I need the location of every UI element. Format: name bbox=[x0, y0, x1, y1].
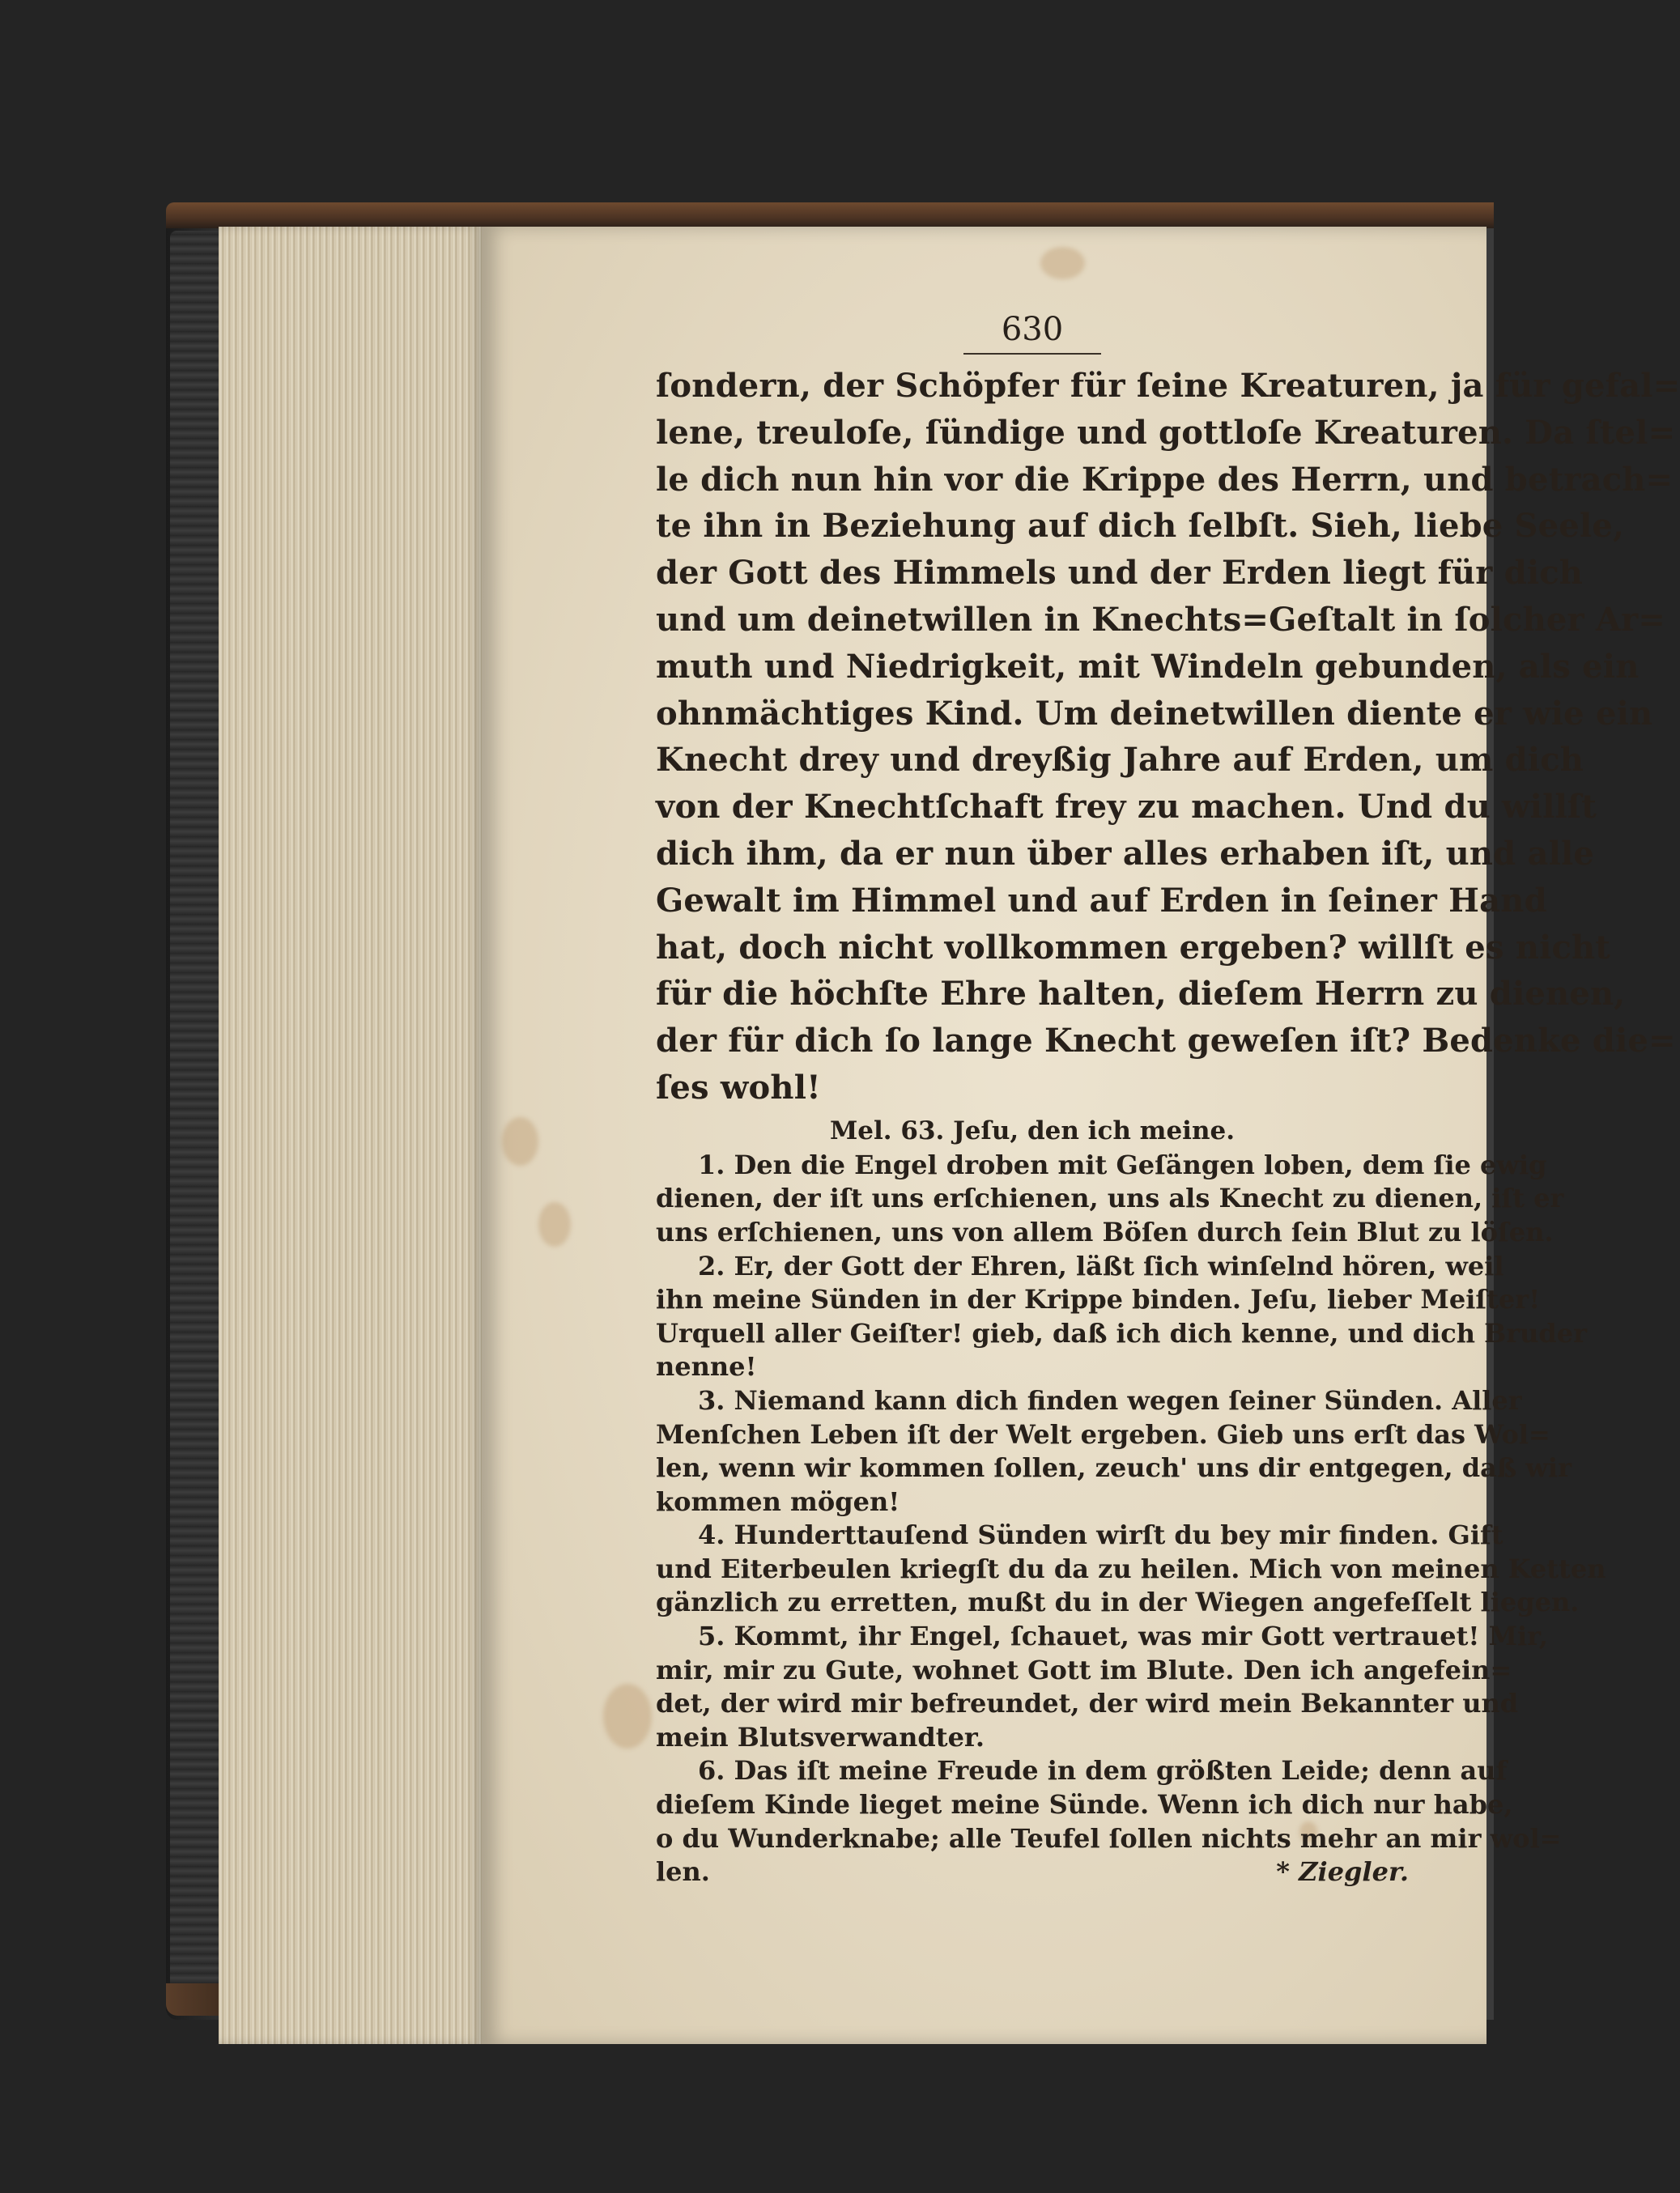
prose-line: und um deinetwillen in Knechts=Geſtalt in ſolcher Ar= bbox=[656, 600, 1666, 639]
prose-line: ſondern, der Schöpfer für ſeine Kreaturen, ja für gefal= bbox=[656, 367, 1680, 405]
hymn-line: uns erſchienen, uns von allem Böſen durch ſein Blut zu löſen. bbox=[656, 1216, 1554, 1247]
hymn-line: 1. Den die Engel droben mit Geſängen loben, dem ſie ewig bbox=[698, 1149, 1547, 1180]
page-number-rule bbox=[963, 353, 1101, 355]
hymn-line: 6. Das iſt meine Freude in dem größten Leide; denn auf bbox=[698, 1755, 1508, 1787]
hymn-line: kommen mögen! bbox=[656, 1485, 900, 1517]
hymn-line: 5. Kommt, ihr Engel, ſchauet, was mir Gott vertrauet! Mir, bbox=[698, 1621, 1548, 1652]
page-text bbox=[656, 309, 1680, 1889]
hymn-line: dienen, der iſt uns erſchienen, uns als Knecht zu dienen, iſt er bbox=[656, 1183, 1564, 1214]
prose-line: le dich nun hin vor die Krippe des Herrn, und betrach= bbox=[656, 460, 1674, 499]
hymn-block bbox=[656, 1149, 1606, 1855]
prose-block bbox=[656, 363, 1680, 1111]
prose-line: ſes wohl! bbox=[656, 1068, 821, 1107]
prose-line: der Gott des Himmels und der Erden liegt für dich bbox=[656, 554, 1584, 593]
hymn-line: o du Wunderknabe; alle Teufel ſollen nichts mehr an mir wol= bbox=[656, 1822, 1562, 1854]
hymn-line: nenne! bbox=[656, 1351, 757, 1383]
foxing-stain bbox=[603, 1684, 652, 1749]
hymn-line: 4. Hunderttauſend Sünden wirſt du bey mir finden. Gift bbox=[698, 1519, 1503, 1551]
hymn-line-final: len. bbox=[656, 1856, 710, 1888]
prose-line: Knecht drey und dreyßig Jahre auf Erden, um dich bbox=[656, 741, 1584, 780]
hymn-line: det, der wird mir befreundet, der wird mein Bekannter und bbox=[656, 1688, 1519, 1719]
hymn-line: 3. Niemand kann dich finden wegen ſeiner Sünden. Aller bbox=[698, 1384, 1522, 1416]
hymn-line: mein Blutsverwandter. bbox=[656, 1721, 985, 1753]
book-cover-top-edge bbox=[166, 202, 1494, 228]
hymn-line: len, wenn wir kommen ſollen, zeuch' uns dir entgegen, daß wir bbox=[656, 1452, 1572, 1484]
prose-line: Gewalt im Himmel und auf Erden in ſeiner Hand bbox=[656, 881, 1547, 920]
hymn-last-line bbox=[656, 1855, 1409, 1889]
melody-heading: Mel. 63. Jeſu, den ich meine. bbox=[829, 1116, 1236, 1145]
prose-line: der für dich ſo lange Knecht geweſen iſt? Bedenke die= bbox=[656, 1022, 1676, 1060]
hymn-line: ihn meine Sünden in der Krippe binden. Jeſu, lieber Meiſter! bbox=[656, 1284, 1541, 1315]
hymn-line: mir, mir zu Gute, wohnet Gott im Blute. Den ich angefein= bbox=[656, 1654, 1512, 1685]
foxing-stain bbox=[1040, 247, 1085, 279]
prose-line: hat, doch nicht vollkommen ergeben? willſt es nicht bbox=[656, 928, 1610, 967]
prose-line: von der Knechtſchaft frey zu machen. Und du willſt bbox=[656, 788, 1597, 827]
foxing-stain bbox=[502, 1117, 538, 1166]
hymn-attribution: * Ziegler. bbox=[1276, 1856, 1409, 1888]
hymn-line: und Eiterbeulen kriegſt du da zu heilen. Mich von meinen Ketten bbox=[656, 1553, 1606, 1584]
prose-line: muth und Niedrigkeit, mit Windeln gebunden, als ein bbox=[656, 647, 1640, 686]
hymn-line: gänzlich zu erretten, mußt du in der Wiegen angefeſſelt liegen. bbox=[656, 1587, 1580, 1618]
prose-line: für die höchſte Ehre halten, dieſem Herrn zu dienen, bbox=[656, 975, 1626, 1014]
hymn-line: Menſchen Leben iſt der Welt ergeben. Gieb uns erſt das Wol= bbox=[656, 1418, 1550, 1450]
prose-line: ohnmächtiges Kind. Um deinetwillen diente er wie ein bbox=[656, 694, 1653, 733]
hymn-line: dieſem Kinde lieget meine Sünde. Wenn ich dich nur habe, bbox=[656, 1789, 1513, 1821]
foxing-stain bbox=[538, 1202, 571, 1247]
hymn-line: Urquell aller Geiſter! gieb, daß ich dich kenne, und dich Bruder bbox=[656, 1317, 1587, 1349]
page-number: 630 bbox=[1001, 311, 1064, 348]
page-edges bbox=[219, 227, 482, 2044]
prose-line: lene, treuloſe, ſündige und gottloſe Kreaturen. Da ſtel= bbox=[656, 413, 1676, 452]
prose-line: dich ihm, da er nun über alles erhaben iſt, und alle bbox=[656, 834, 1595, 873]
hymn-line: 2. Er, der Gott der Ehren, läßt ſich winſelnd hören, weil bbox=[698, 1250, 1504, 1281]
prose-line: te ihn in Beziehung auf dich ſelbſt. Sieh, liebe Seele, bbox=[656, 507, 1625, 546]
